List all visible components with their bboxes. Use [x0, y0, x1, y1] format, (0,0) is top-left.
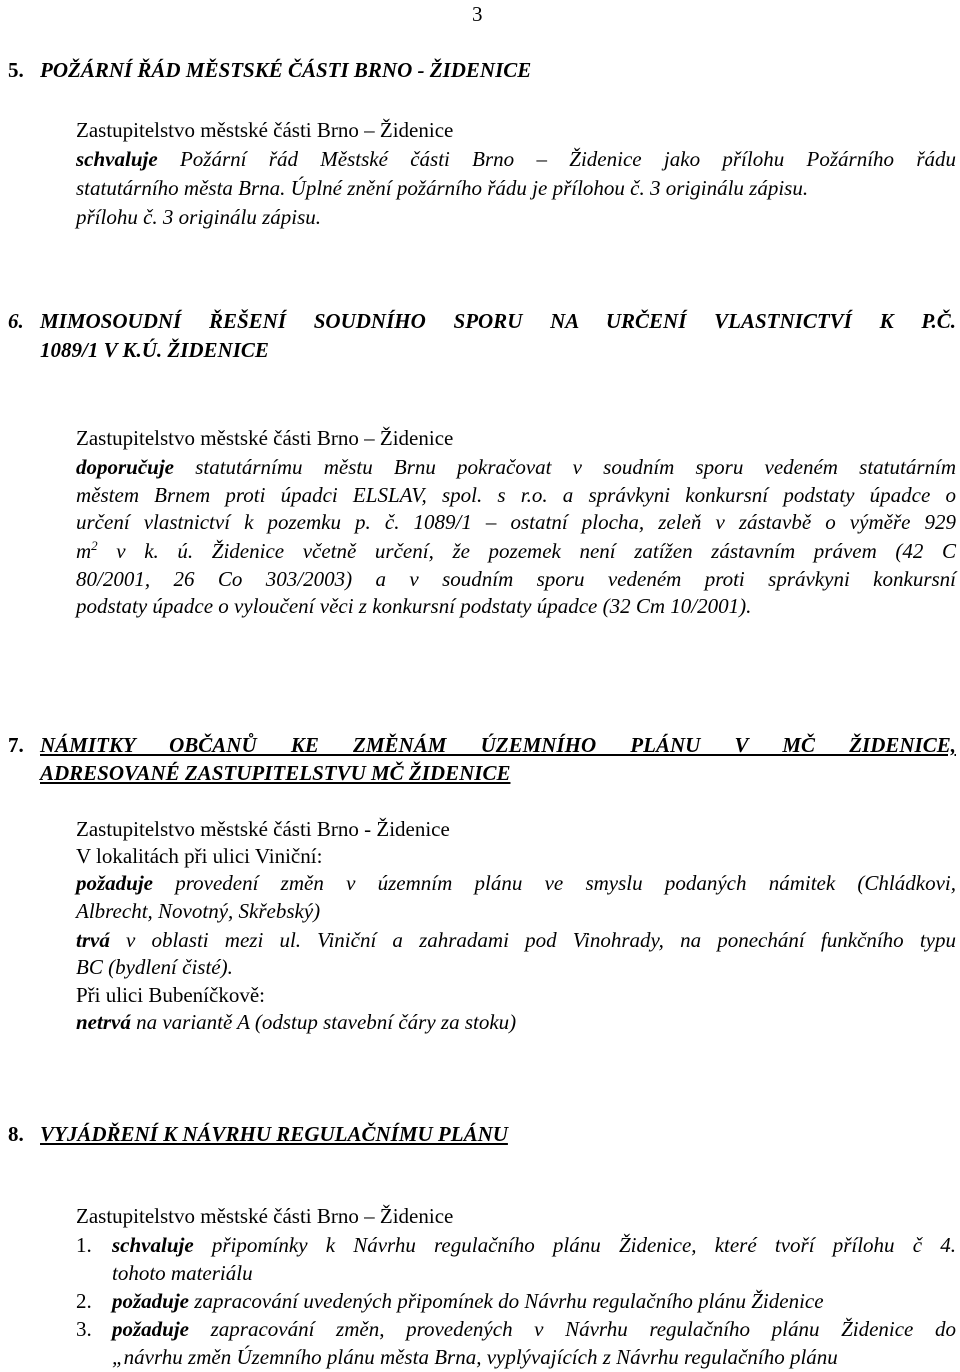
section-6-body: Zastupitelstvo městské části Brno – Židenice	[76, 426, 454, 450]
section-5-line1-rest: Požární řád Městské části Brno – Židenice jako přílohu Požárního řádu	[179, 147, 957, 171]
section-5-title: POŽÁRNÍ ŘÁD MĚSTSKÉ ČÁSTI BRNO - ŽIDENICE	[40, 58, 532, 82]
section-7-line4: BC (bydlení čisté).	[76, 955, 233, 979]
section-7-verb3: netrvá	[76, 1010, 131, 1034]
section-5-line2: statutárního města Brna. Úplné znění požárního řádu je přílohou č. 3 originálu zápisu.	[76, 176, 809, 200]
section-7-locality1: V lokalitách při ulici Viniční:	[76, 844, 323, 868]
section-7-locality2: Při ulici Bubeníčkově:	[76, 983, 265, 1007]
section-8-item3-rest: zapracování změn, provedených v Návrhu regulačního plánu Židenice do	[210, 1317, 956, 1341]
section-8-item1-verb: schvaluje	[112, 1233, 194, 1257]
section-6-line1-rest: statutárnímu městu Brnu pokračovat v soudním sporu vedeném statutárním	[195, 455, 956, 479]
section-6-line4-rest: v k. ú. Židenice včetně určení, že pozemek není zatížen zástavním právem (42 C	[116, 539, 957, 563]
section-8-item1-rest: připomínky k Návrhu regulačního plánu Židenice, které tvoří přílohu č 4.	[211, 1233, 957, 1257]
section-6-verb: doporučuje	[76, 455, 175, 479]
section-8-item3	[112, 1315, 956, 1344]
section-8-item2-rest: zapracování uvedených připomínek do Návrhu regulačního plánu Židenice	[194, 1289, 824, 1313]
section-8-item2-verb: požaduje	[112, 1289, 190, 1313]
section-7-number: 7.	[8, 733, 24, 757]
section-5-number: 5.	[8, 58, 24, 82]
section-7-title-line2: ADRESOVANÉ ZASTUPITELSTVU MČ ŽIDENICE	[40, 761, 511, 785]
section-7-line5	[76, 1008, 516, 1037]
section-8-title: VYJÁDŘENÍ K NÁVRHU REGULAČNÍMU PLÁNU	[40, 1122, 508, 1146]
section-6-title-line2: 1089/1 V K.Ú. ŽIDENICE	[40, 338, 269, 362]
section-8-item3-line2: „návrhu změn Územního plánu města Brna, vyplývajících z Návrhu regulačního plánu	[112, 1345, 838, 1369]
section-5-resolution-line1	[76, 145, 956, 174]
section-8-item1	[112, 1231, 956, 1260]
section-7-line3	[76, 926, 956, 955]
section-8-item2-number: 2.	[76, 1289, 92, 1313]
section-7-title-line1: NÁMITKY OBČANŮ KE ZMĚNÁM ÚZEMNÍHO PLÁNU V MČ ŽIDENICE,	[40, 733, 956, 757]
section-7-line2: Albrecht, Novotný, Skřebský)	[76, 899, 321, 923]
section-6-line3: určení vlastnictví k pozemku p. č. 1089/1 – ostatní plocha, zeleň v zástavbě o výměře 929	[76, 510, 956, 534]
section-6-resolution-line1	[76, 453, 956, 482]
section-7-verb2: trvá	[76, 928, 110, 952]
section-6-line4	[76, 537, 956, 566]
section-7-line5-rest: na variantě A (odstup stavební čáry za stoku)	[136, 1010, 517, 1034]
section-5-line3: přílohu č. 3 originálu zápisu.	[76, 205, 322, 229]
section-7-line3-rest: v oblasti mezi ul. Viniční a zahradami pod Vinohrady, na ponechání funkčního typu	[125, 928, 956, 952]
section-5-verb: schvaluje	[76, 147, 158, 171]
section-6-unit: $m^2$	[76, 538, 98, 563]
page-number: 3	[472, 2, 483, 26]
section-7-line1	[76, 869, 956, 898]
section-8-item3-verb: požaduje	[112, 1317, 190, 1341]
section-6-number: 6.	[8, 309, 24, 333]
section-6-line5: 80/2001, 26 Co 303/2003) a v soudním sporu vedeném proti správkyni konkursní	[76, 567, 956, 591]
section-6-line6: podstaty úpadce o vyloučení věci z konkursní podstaty úpadce (32 Cm 10/2001).	[76, 594, 752, 618]
section-7-verb1: požaduje	[76, 871, 154, 895]
section-7-body: Zastupitelstvo městské části Brno - Židenice	[76, 817, 450, 841]
section-8-item1-number: 1.	[76, 1233, 92, 1257]
section-6-title-line1: MIMOSOUDNÍ ŘEŠENÍ SOUDNÍHO SPORU NA URČENÍ VLASTNICTVÍ K P.Č.	[40, 309, 956, 333]
section-6-line2: městem Brnem proti úpadci ELSLAV, spol. s r.o. a správkyni konkursní podstaty úpadce o	[76, 483, 956, 507]
section-7-line1-rest: provedení změn v územním plánu ve smyslu podaných námitek (Chládkovi,	[175, 871, 956, 895]
section-8-body: Zastupitelstvo městské části Brno – Židenice	[76, 1204, 454, 1228]
section-8-item3-number: 3.	[76, 1317, 92, 1341]
section-8-item2	[112, 1287, 824, 1316]
section-8-item1-line2: tohoto materiálu	[112, 1261, 253, 1285]
section-5-body: Zastupitelstvo městské části Brno – Židenice	[76, 118, 454, 142]
section-8-number: 8.	[8, 1122, 24, 1146]
